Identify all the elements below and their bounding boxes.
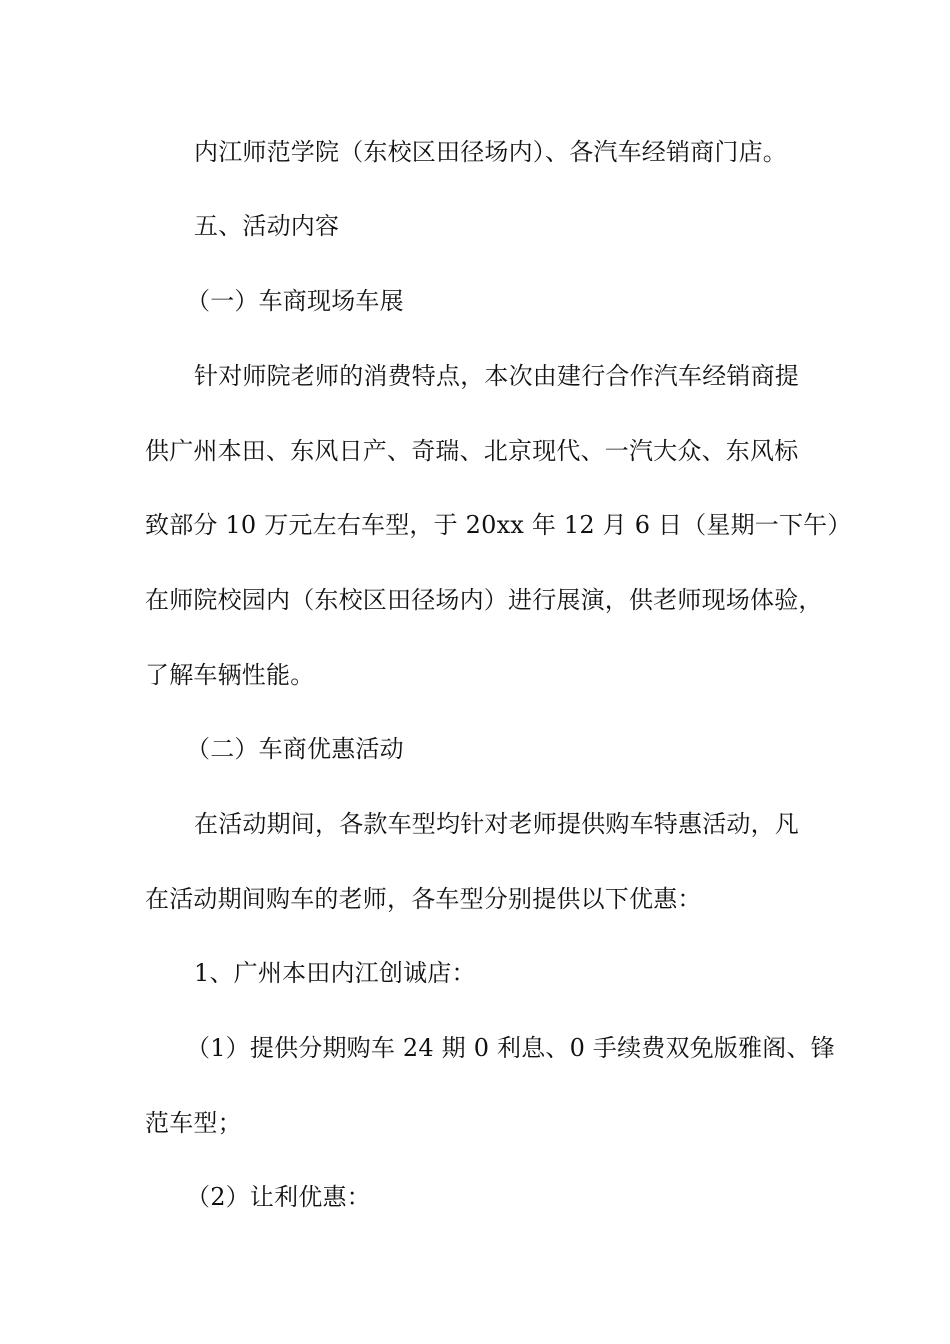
paragraph-line: 内江师范学院（东校区田径场内）、各汽车经销商门店。	[194, 138, 787, 166]
paragraph-line: 针对师院老师的消费特点，本次由建行合作汽车经销商提	[194, 362, 799, 390]
paragraph-line: 致部分 10 万元左右车型，于 20xx 年 12 月 6 日（星期一下午）	[145, 511, 852, 539]
subsection-heading: （二）车商优惠活动	[186, 735, 404, 763]
list-item: （2）让利优惠：	[186, 1183, 371, 1211]
paragraph-line: 范车型；	[145, 1109, 242, 1137]
paragraph-line: 了解车辆性能。	[145, 661, 315, 689]
paragraph-line: 在活动期间购车的老师，各车型分别提供以下优惠：	[145, 885, 702, 913]
list-item: 1、广州本田内江创诚店：	[194, 959, 476, 987]
subsection-heading: （一）车商现场车展	[186, 287, 404, 315]
paragraph-line: 在活动期间，各款车型均针对老师提供购车特惠活动，凡	[194, 810, 799, 838]
section-heading: 五、活动内容	[194, 212, 340, 240]
list-item: （1）提供分期购车 24 期 0 利息、0 手续费双免版雅阁、锋	[186, 1034, 835, 1062]
paragraph-line: 供广州本田、东风日产、奇瑞、北京现代、一汽大众、东风标	[145, 437, 799, 465]
paragraph-line: 在师院校园内（东校区田径场内）进行展演，供老师现场体验，	[145, 586, 823, 614]
